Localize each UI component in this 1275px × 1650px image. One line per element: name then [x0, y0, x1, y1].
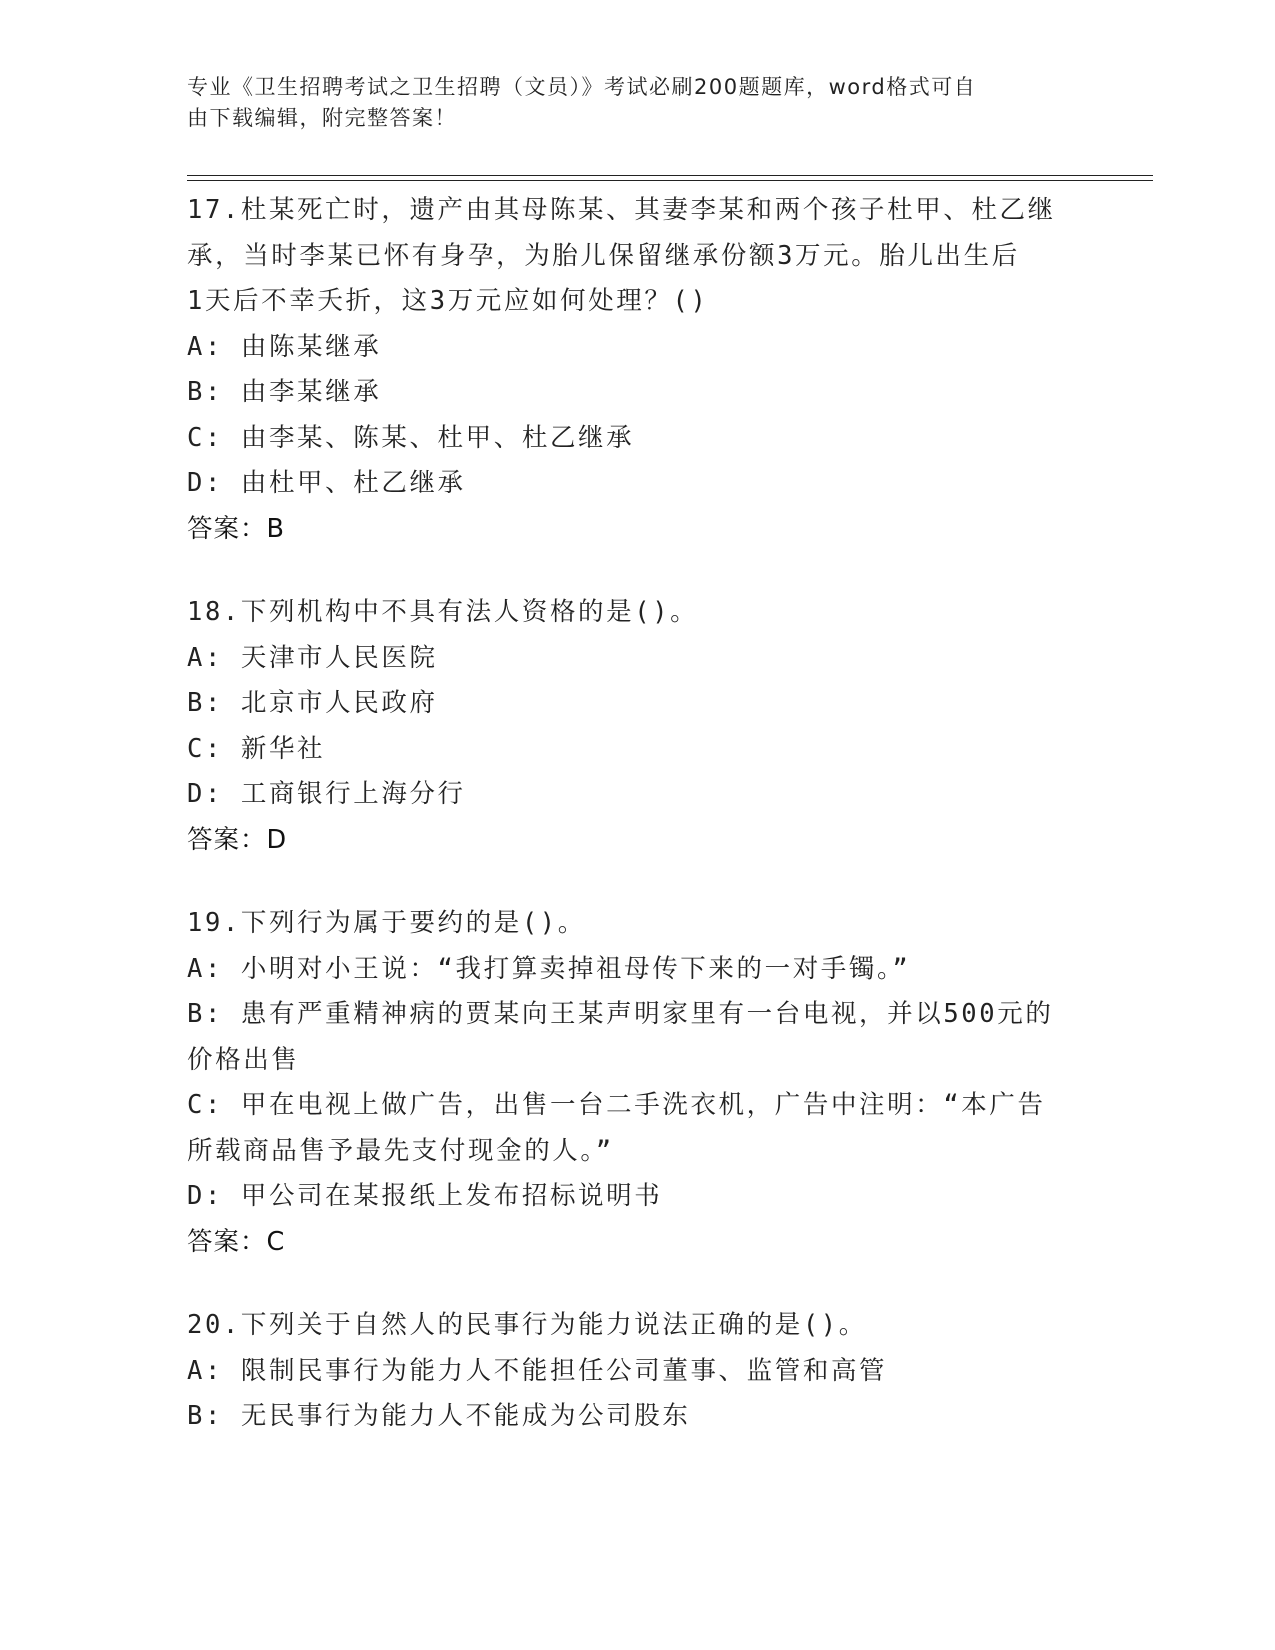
- question-20: [187, 1303, 1077, 1440]
- option-a: A: 由陈某继承: [187, 331, 382, 362]
- option-d: D: 工商银行上海分行: [187, 779, 466, 809]
- option-b: B: 北京市人民政府: [187, 688, 438, 718]
- option-a: A: 天津市人民医院: [187, 642, 438, 673]
- question-19: [187, 901, 1077, 1265]
- answer-label: 答案：D: [187, 824, 288, 855]
- question-stem-line: 承，当时李某已怀有身孕，为胎儿保留继承份额3万元。胎儿出生后: [187, 240, 1020, 271]
- header-title-line-1: 专业《卫生招聘考试之卫生招聘（文员）》考试必刷200题题库，word格式可自: [187, 75, 977, 99]
- question-stem-line: 19.下列行为属于要约的是()。: [187, 908, 586, 938]
- option-c-continued: 所载商品售予最先支付现金的人。”: [187, 1135, 614, 1166]
- question-stem-line: 20.下列关于自然人的民事行为能力说法正确的是()。: [187, 1310, 867, 1340]
- question-17: [187, 188, 1077, 552]
- header-divider-top: [187, 175, 1153, 176]
- option-d: D: 甲公司在某报纸上发布招标说明书: [187, 1181, 663, 1211]
- option-c: C: 甲在电视上做广告，出售一台二手洗衣机，广告中注明：“本广告: [187, 1090, 1046, 1120]
- answer-label: 答案：B: [187, 513, 285, 544]
- option-b-continued: 价格出售: [187, 1044, 300, 1075]
- option-c: C: 由李某、陈某、杜甲、杜乙继承: [187, 422, 635, 453]
- option-c: C: 新华社: [187, 733, 326, 764]
- question-stem-line: 17.杜某死亡时，遗产由其母陈某、其妻李某和两个孩子杜甲、杜乙继: [187, 195, 1056, 225]
- question-list: [187, 188, 1077, 1478]
- option-b: B: 患有严重精神病的贾某向王某声明家里有一台电视，并以500元的: [187, 999, 1054, 1029]
- option-d: D: 由杜甲、杜乙继承: [187, 468, 466, 498]
- question-stem-line: 18.下列机构中不具有法人资格的是()。: [187, 597, 699, 627]
- header-title-line-2: 由下载编辑，附完整答案！: [187, 106, 457, 130]
- header-divider-bottom: [187, 180, 1153, 181]
- question-stem-line: 1天后不幸夭折，这3万元应如何处理？(): [187, 286, 709, 316]
- option-a: A: 限制民事行为能力人不能担任公司董事、监管和高管: [187, 1355, 888, 1386]
- option-b: B: 无民事行为能力人不能成为公司股东: [187, 1401, 691, 1431]
- question-18: [187, 590, 1077, 863]
- answer-label: 答案：C: [187, 1226, 286, 1257]
- option-b: B: 由李某继承: [187, 377, 382, 407]
- document-header: [187, 72, 1067, 134]
- option-a: A: 小明对小王说：“我打算卖掉祖母传下来的一对手镯。”: [187, 953, 911, 984]
